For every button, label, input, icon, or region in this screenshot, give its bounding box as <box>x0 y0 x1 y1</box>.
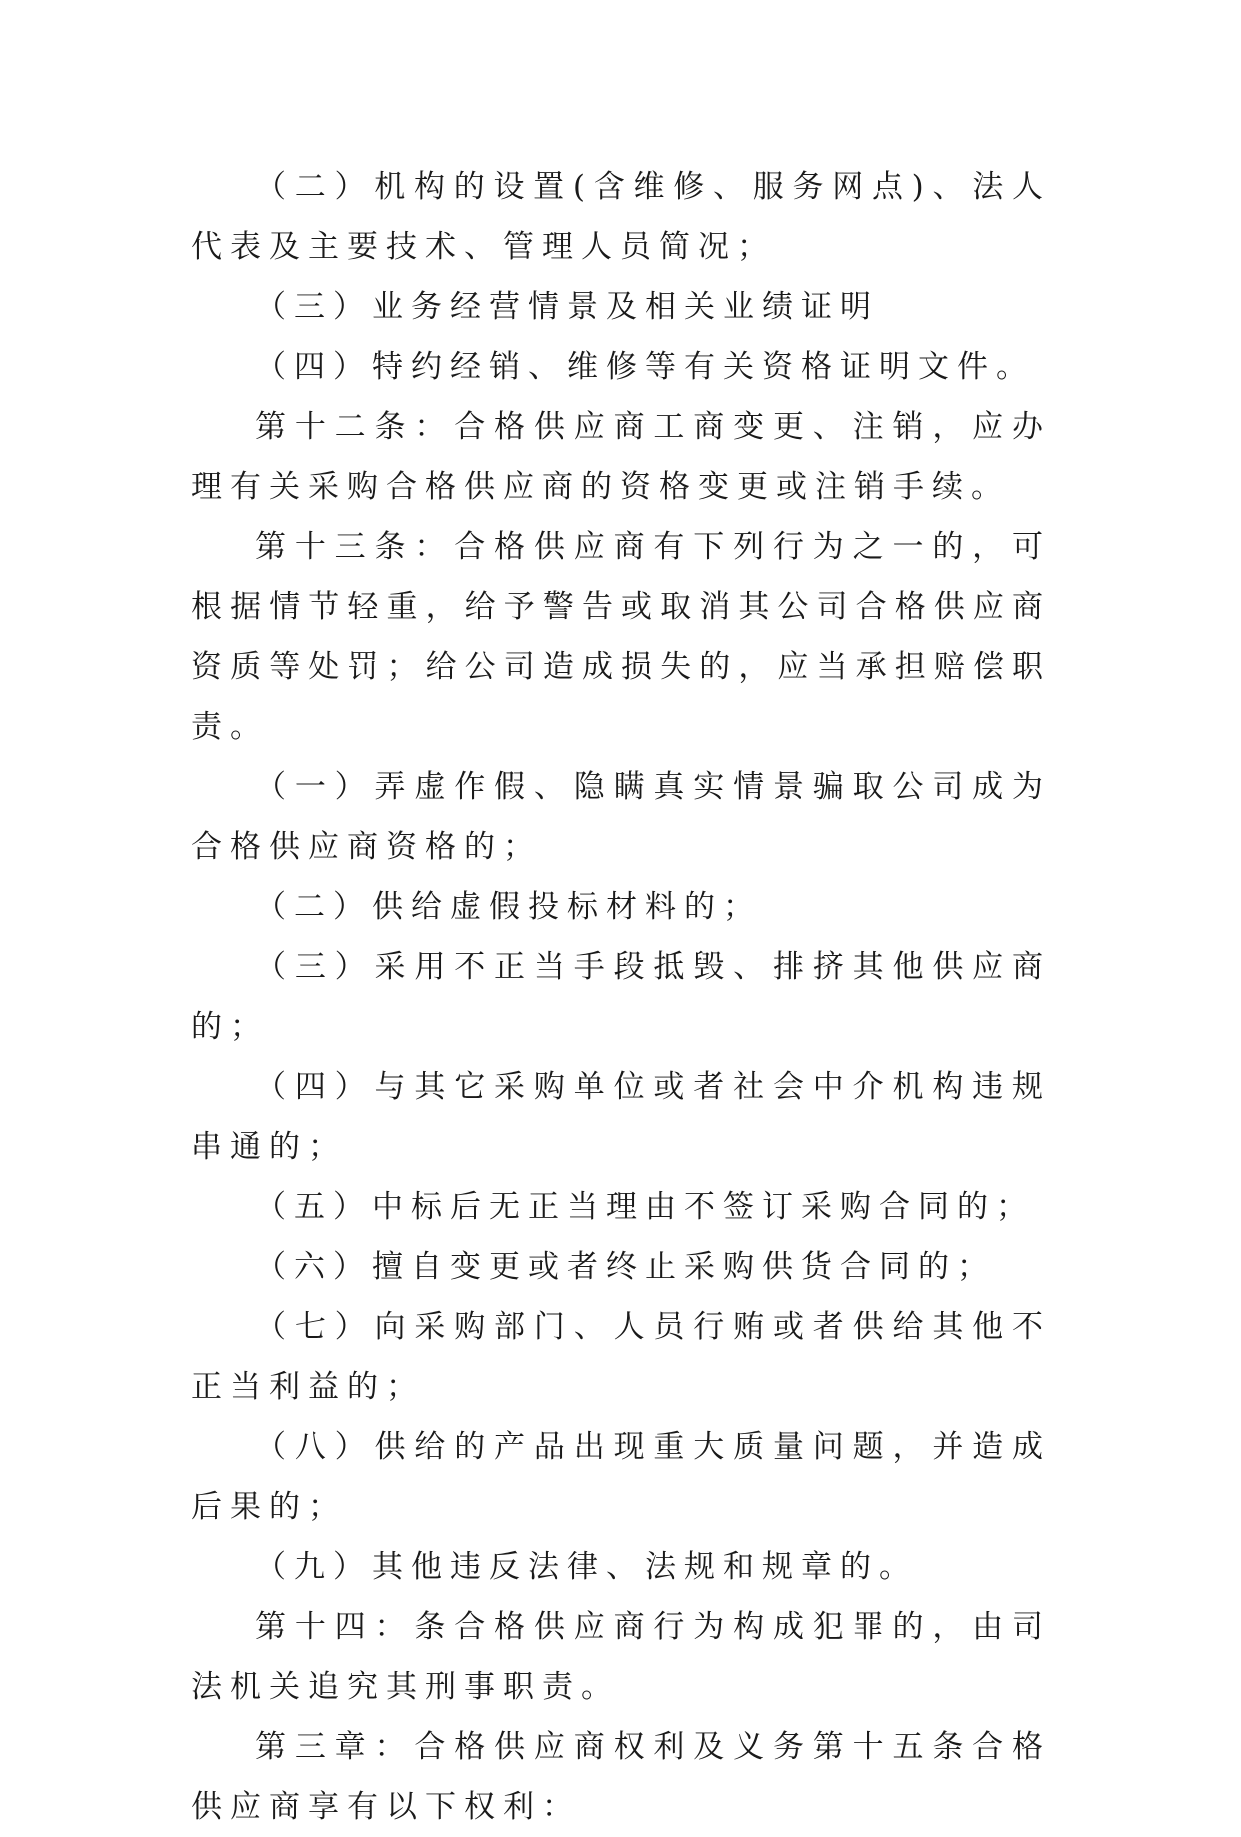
paragraph-article-14: 第十四：条合格供应商行为构成犯罪的，由司法机关追究其刑事职责。 <box>191 1609 1051 1705</box>
paragraph-violation-7: （七）向采购部门、人员行贿或者供给其他不正当利益的； <box>191 1309 1051 1405</box>
paragraph-item-4-certificates: （四）特约经销、维修等有关资格证明文件。 <box>255 349 1035 385</box>
paragraph-article-12: 第十二条：合格供应商工商变更、注销，应办理有关采购合格供应商的资格变更或注销手续。 <box>191 409 1051 505</box>
paragraph-item-2-org-setup: （二）机构的设置(含维修、服务网点)、法人代表及主要技术、管理人员简况； <box>191 169 1051 265</box>
paragraph-violation-6: （六）擅自变更或者终止采购供货合同的； <box>255 1249 996 1285</box>
paragraph-violation-9: （九）其他违反法律、法规和规章的。 <box>255 1549 918 1585</box>
paragraph-violation-4: （四）与其它采购单位或者社会中介机构违规串通的； <box>191 1069 1051 1165</box>
paragraph-violation-3: （三）采用不正当手段抵毁、排挤其他供应商的； <box>191 949 1051 1045</box>
paragraph-violation-1: （一）弄虚作假、隐瞒真实情景骗取公司成为合格供应商资格的； <box>191 769 1051 865</box>
paragraph-chapter-3: 第三章：合格供应商权利及义务第十五条合格供应商享有以下权利： <box>191 1729 1051 1825</box>
paragraph-violation-8: （八）供给的产品出现重大质量问题，并造成后果的； <box>191 1429 1051 1525</box>
paragraph-article-13: 第十三条：合格供应商有下列行为之一的，可根据情节轻重，给予警告或取消其公司合格供应商资质等处罚；给公司造成损失的，应当承担赔偿职责。 <box>191 529 1051 745</box>
paragraph-item-3-business: （三）业务经营情景及相关业绩证明 <box>255 289 879 325</box>
paragraph-violation-2: （二）供给虚假投标材料的； <box>255 889 762 925</box>
paragraph-violation-5: （五）中标后无正当理由不签订采购合同的； <box>255 1189 1035 1225</box>
document-body <box>191 157 1051 1837</box>
